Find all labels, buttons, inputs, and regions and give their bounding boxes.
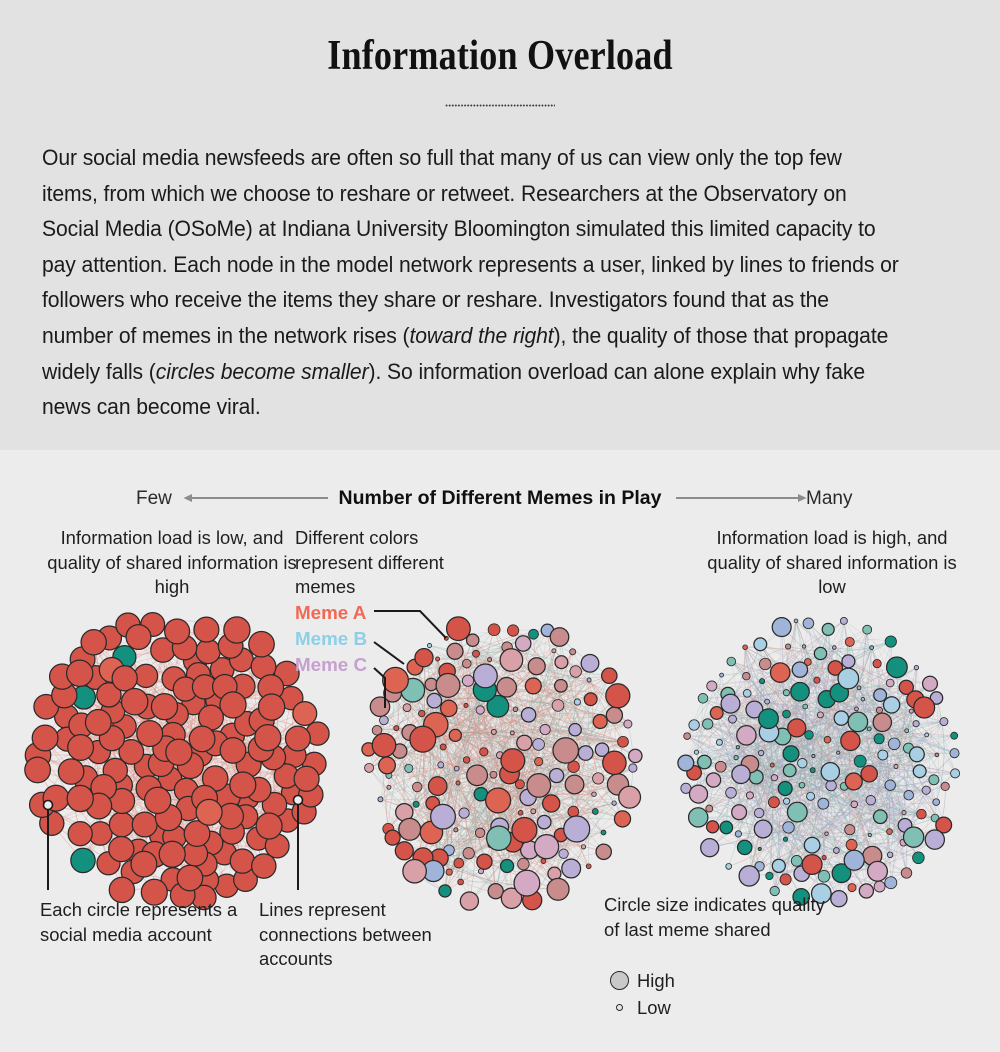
network-node bbox=[814, 647, 826, 659]
network-node bbox=[842, 655, 855, 668]
network-node bbox=[887, 657, 908, 678]
network-node bbox=[929, 775, 939, 785]
network-node bbox=[759, 709, 779, 729]
chart-area bbox=[0, 450, 1000, 1052]
network-node bbox=[913, 765, 926, 778]
network-node bbox=[770, 663, 789, 682]
size-legend-row-high bbox=[604, 967, 784, 994]
small-circle-icon bbox=[604, 1004, 634, 1011]
network-node bbox=[910, 747, 925, 762]
network-node bbox=[746, 792, 753, 799]
network-node bbox=[694, 750, 698, 754]
network-node bbox=[834, 711, 848, 725]
network-node bbox=[846, 839, 857, 850]
network-node bbox=[780, 874, 791, 885]
network-node bbox=[684, 733, 691, 740]
annotation-each-circle: Each circle represents a social media account bbox=[40, 899, 238, 945]
network-node bbox=[804, 837, 820, 853]
network-node bbox=[715, 761, 726, 772]
network-node bbox=[791, 683, 810, 702]
network-node bbox=[770, 763, 774, 767]
network-node bbox=[760, 679, 765, 684]
deck-paragraph: Our social media newsfeeds are often so full that many of us can view only the top few items, from which we choose to reshare or retweet. Researchers at the Observatory on Social Media (OSoMe) at Indiana University Bloomington simulated this limited capacity to pay attention. Each node in the model network represents a user, linked by lines to friends or followers who receive the items they share or reshare. Investigators found that as the number of memes in the network rises (toward the right), the quality of those that propagate widely falls (circles become smaller). So information overload can alone explain why fake news can become viral. bbox=[42, 145, 899, 420]
network-node bbox=[802, 645, 805, 648]
network-node bbox=[737, 726, 756, 745]
network-node bbox=[933, 799, 940, 806]
network-node bbox=[874, 734, 884, 744]
network-node bbox=[935, 753, 939, 757]
network-node bbox=[783, 764, 796, 777]
network-node bbox=[909, 709, 913, 713]
network-node bbox=[851, 801, 858, 808]
network-node bbox=[885, 636, 896, 647]
network-node bbox=[759, 658, 771, 670]
network-node bbox=[822, 855, 826, 859]
network-node bbox=[754, 820, 772, 838]
network-node bbox=[735, 831, 741, 837]
network-node bbox=[857, 686, 861, 690]
network-node bbox=[739, 866, 759, 886]
network-node bbox=[913, 852, 925, 864]
network-node bbox=[783, 746, 799, 762]
network-node bbox=[913, 721, 919, 727]
network-node bbox=[878, 750, 888, 760]
network-node bbox=[703, 719, 713, 729]
network-node bbox=[772, 618, 791, 637]
network-node bbox=[783, 690, 789, 696]
network-node bbox=[868, 861, 888, 881]
network-node bbox=[868, 833, 871, 836]
network-node bbox=[743, 672, 751, 680]
large-circle-icon bbox=[604, 971, 634, 990]
network-node bbox=[736, 746, 739, 749]
network-node bbox=[825, 832, 829, 836]
network-node bbox=[707, 821, 719, 833]
network-node bbox=[783, 798, 789, 804]
network-node bbox=[783, 710, 791, 718]
network-node bbox=[701, 839, 719, 857]
network-node bbox=[732, 805, 747, 820]
network-node bbox=[940, 718, 948, 726]
caption-high-load: Information load is high, and quality of shared information is low bbox=[707, 527, 957, 598]
network-node bbox=[883, 697, 899, 713]
network-node bbox=[859, 884, 873, 898]
size-legend-row-low bbox=[604, 994, 784, 1021]
network-node bbox=[904, 790, 914, 800]
network-node bbox=[873, 713, 891, 731]
network-node bbox=[917, 809, 927, 819]
network-node bbox=[791, 855, 802, 866]
network-node bbox=[848, 712, 868, 732]
network-node bbox=[855, 707, 859, 711]
network-node bbox=[706, 805, 713, 812]
network-node bbox=[783, 837, 787, 841]
network-node bbox=[785, 644, 790, 649]
network-node bbox=[914, 697, 935, 718]
network-node bbox=[845, 637, 854, 646]
network-node bbox=[870, 646, 874, 650]
network-node bbox=[738, 840, 752, 854]
network-node bbox=[707, 681, 717, 691]
network-node bbox=[802, 855, 822, 875]
network-node bbox=[866, 795, 876, 805]
network-node bbox=[798, 758, 807, 767]
legend-meme-a: Meme A bbox=[295, 602, 367, 623]
network-node bbox=[743, 645, 748, 650]
caption-low-load: Information load is low, and quality of shared information is high bbox=[47, 527, 297, 598]
network-node bbox=[734, 755, 738, 759]
network-node bbox=[901, 868, 912, 879]
annotation-lines: Lines represent connections between accounts bbox=[259, 899, 432, 970]
annotation-circle-size: Circle size indicates quality of last meme shared bbox=[604, 894, 825, 940]
network-node bbox=[726, 864, 732, 870]
network-node bbox=[706, 773, 720, 787]
network-node bbox=[768, 797, 779, 808]
size-legend-low-label: Low bbox=[637, 996, 671, 1018]
network-node bbox=[817, 712, 823, 718]
network-node bbox=[689, 720, 699, 730]
network-node bbox=[885, 780, 895, 790]
network-node bbox=[874, 689, 887, 702]
network-node bbox=[743, 689, 751, 697]
network-node bbox=[874, 881, 885, 892]
network-node bbox=[766, 872, 773, 879]
network-node bbox=[861, 766, 877, 782]
size-legend-high-label: High bbox=[637, 969, 675, 991]
network-node bbox=[818, 798, 829, 809]
page-title: Information Overload bbox=[327, 33, 673, 79]
network-node bbox=[885, 877, 897, 889]
network-node bbox=[903, 827, 923, 847]
network-node bbox=[841, 731, 860, 750]
network-node bbox=[783, 822, 795, 834]
network-node bbox=[772, 859, 785, 872]
network-node bbox=[729, 715, 737, 723]
network-node bbox=[807, 792, 815, 800]
network-node bbox=[788, 719, 806, 737]
network-node bbox=[803, 618, 814, 629]
network-node bbox=[754, 638, 767, 651]
network-node bbox=[732, 765, 750, 783]
network-node bbox=[951, 732, 958, 739]
network-node bbox=[799, 782, 805, 788]
size-legend bbox=[604, 967, 784, 1021]
network-node bbox=[821, 763, 839, 781]
network-node bbox=[771, 775, 777, 781]
network-node bbox=[805, 731, 814, 740]
network-node bbox=[876, 707, 882, 713]
network-node bbox=[873, 659, 881, 667]
network-node bbox=[689, 808, 708, 827]
network-node bbox=[848, 884, 856, 892]
network-node bbox=[721, 694, 740, 713]
network-node bbox=[886, 679, 894, 687]
network-node bbox=[818, 870, 830, 882]
network-node bbox=[905, 729, 909, 733]
network-node bbox=[720, 673, 724, 677]
network-node bbox=[845, 773, 862, 790]
axis-label-many: Many bbox=[806, 488, 853, 509]
network-node bbox=[826, 780, 836, 790]
network-node bbox=[863, 625, 872, 634]
network-node bbox=[902, 811, 906, 815]
network-node bbox=[887, 829, 893, 835]
network-node bbox=[922, 786, 930, 794]
network-node bbox=[678, 755, 694, 771]
network-node bbox=[824, 736, 831, 743]
network-node bbox=[787, 802, 807, 822]
network-node bbox=[861, 697, 865, 701]
network-node bbox=[941, 782, 949, 790]
title-dotted-rule bbox=[445, 104, 555, 107]
network-node bbox=[716, 739, 722, 745]
network-node bbox=[854, 755, 866, 767]
network-node bbox=[951, 769, 960, 778]
header-band bbox=[0, 0, 1000, 450]
legend-meme-b: Meme B bbox=[295, 628, 368, 649]
network-node bbox=[822, 623, 834, 635]
network-node bbox=[874, 810, 888, 824]
network-node bbox=[832, 646, 836, 650]
network-node bbox=[814, 677, 820, 683]
network-node bbox=[845, 825, 855, 835]
network-node bbox=[765, 699, 770, 704]
network-node bbox=[887, 852, 893, 858]
network-node bbox=[720, 821, 733, 834]
network-node bbox=[758, 847, 761, 850]
legend-meme-c: Meme C bbox=[295, 654, 368, 675]
network-node bbox=[844, 850, 864, 870]
network-node bbox=[894, 764, 898, 768]
network-node bbox=[925, 830, 944, 849]
network-node bbox=[754, 808, 763, 817]
network-node bbox=[758, 750, 763, 755]
network-node bbox=[710, 707, 723, 720]
caption-medium-load: Different colors represent different memes bbox=[295, 527, 444, 598]
network-node bbox=[833, 848, 839, 854]
network-node bbox=[698, 755, 712, 769]
network-node bbox=[837, 751, 840, 754]
network-node bbox=[792, 662, 807, 677]
network-node bbox=[923, 676, 938, 691]
network-node bbox=[914, 665, 918, 669]
network-node bbox=[838, 668, 859, 689]
axis-title: Number of Different Memes in Play bbox=[338, 487, 662, 509]
network-node bbox=[727, 657, 736, 666]
network-node bbox=[698, 693, 708, 703]
network-node bbox=[840, 617, 847, 624]
network-node bbox=[689, 785, 707, 803]
network-node bbox=[810, 768, 815, 773]
network-node bbox=[925, 733, 929, 737]
network-node bbox=[812, 754, 815, 757]
network-node bbox=[778, 782, 792, 796]
network-node bbox=[726, 787, 737, 798]
axis-label-few: Few bbox=[136, 488, 172, 509]
network-node bbox=[950, 749, 959, 758]
network-node bbox=[867, 727, 871, 731]
network-node bbox=[794, 619, 798, 623]
network-node bbox=[888, 738, 900, 750]
network-node bbox=[803, 704, 808, 709]
